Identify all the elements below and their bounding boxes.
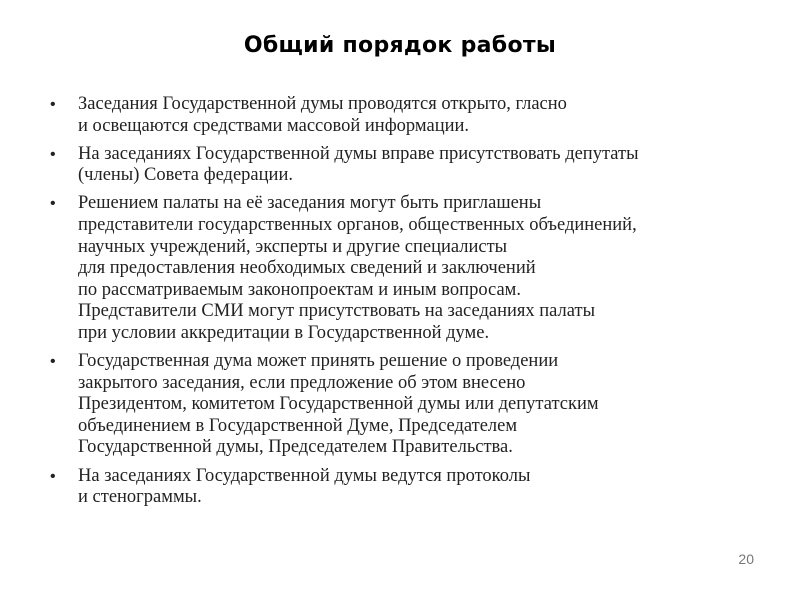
bullet-text-line: для предоставления необходимых сведений и заключений bbox=[78, 258, 536, 279]
bullet-icon: • bbox=[50, 467, 56, 485]
slide-title: Общий порядок работы bbox=[243, 33, 557, 58]
bullet-text-line: На заседаниях Государственной думы ведутся протоколы bbox=[78, 465, 531, 486]
bullet-text-line: и освещаются средствами массовой информации. bbox=[78, 115, 470, 136]
bullet-text-line: при условии аккредитации в Государственной думе. bbox=[78, 322, 490, 343]
bullet-icon: • bbox=[50, 145, 56, 163]
bullet-item bbox=[50, 144, 768, 187]
bullet-item bbox=[50, 193, 768, 344]
bullet-text-line: закрытого заседания, если предложение об этом внесено bbox=[78, 372, 526, 393]
bullet-text-line: Решением палаты на её заседания могут быть приглашены bbox=[78, 193, 542, 214]
bullet-item bbox=[50, 94, 768, 137]
bullet-item bbox=[50, 466, 768, 509]
bullet-text-line: Президентом, комитетом Государственной думы или депутатским bbox=[78, 394, 599, 415]
bullet-text-line: научных учреждений, эксперты и другие специалисты bbox=[78, 236, 508, 257]
bullet-icon: • bbox=[50, 96, 56, 113]
page-number: 20 bbox=[738, 551, 754, 567]
bullet-text-line: На заседаниях Государственной думы вправе присутствовать депутаты bbox=[78, 143, 639, 164]
bullet-text-line: (члены) Совета федерации. bbox=[78, 165, 293, 186]
bullet-text-line: Представители СМИ могут присутствовать на заседаниях палаты bbox=[78, 301, 596, 322]
bullet-icon: • bbox=[50, 195, 56, 213]
bullet-text-line: представители государственных органов, общественных объединений, bbox=[78, 214, 637, 235]
bullet-text-line: по рассматриваемым законопроектам и иным вопросам. bbox=[78, 279, 522, 300]
bullet-icon: • bbox=[50, 353, 56, 371]
bullet-text-line: Государственная дума может принять решение о проведении bbox=[78, 351, 559, 372]
bullet-text-line: Государственной думы, Председателем Правительства. bbox=[78, 437, 513, 458]
bullet-text-line: Заседания Государственной думы проводятся открыто, гласно bbox=[78, 94, 567, 114]
bullet-text-line: объединением в Государственной Думе, Председателем bbox=[78, 415, 518, 436]
bullet-text-line: и стенограммы. bbox=[78, 487, 202, 508]
bullet-item bbox=[50, 351, 768, 459]
bullet-list bbox=[50, 94, 768, 515]
